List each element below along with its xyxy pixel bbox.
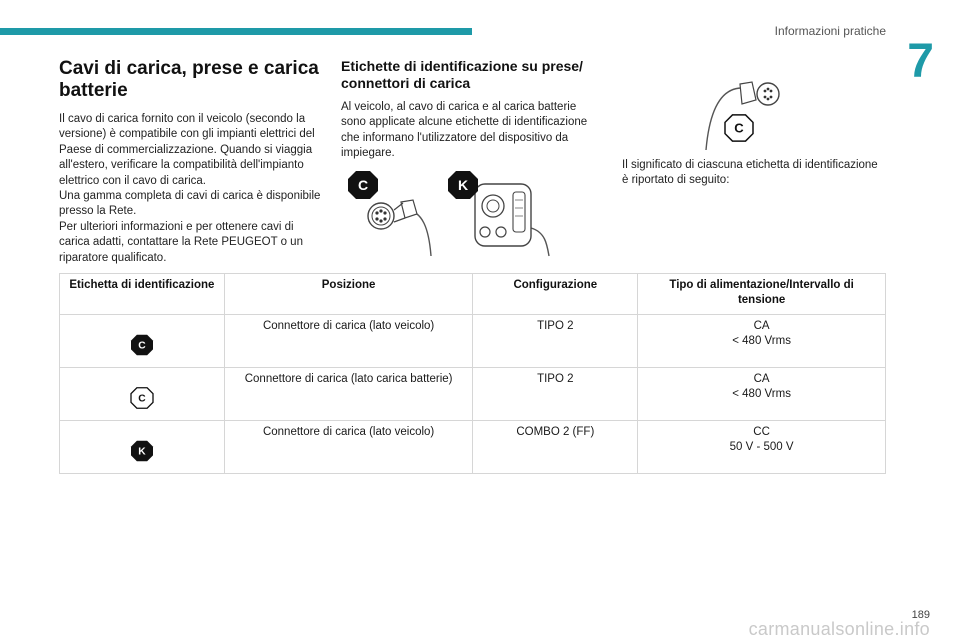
table-row	[60, 368, 886, 421]
supply-cell: CC 50 V - 500 V	[638, 421, 886, 474]
header-configuration: Configurazione	[473, 274, 638, 315]
label-cell	[60, 315, 225, 368]
filled-c-badge-icon	[130, 334, 154, 356]
header-supply: Tipo di alimentazione/Intervallo di tensione	[638, 274, 886, 315]
chapter-number: 7	[907, 35, 934, 88]
header-position: Posizione	[224, 274, 473, 315]
cables-body: Il cavo di carica fornito con il veicolo (secondo la versione) è compatibile con gli impianti elettrici del Paese di commercializzazione. Quando si viaggia all'estero, verificare la compatibilità dell'impianto elettrico con il cavo di carica. Una gamma completa di cavi di carica è disponibile presso la Rete. Per ulteriori informazioni e per ottenere cavi di carica adatti, contattare la Rete PEUGEOT o un riparatore qualificato.	[59, 113, 321, 264]
charger-plug-illustration	[698, 78, 788, 152]
table-header-row	[60, 274, 886, 315]
label-cell	[60, 368, 225, 421]
meaning-body: Il significato di ciascuna etichetta di identificazione è riportato di seguito:	[622, 159, 878, 187]
meaning-section	[622, 158, 884, 189]
chapter-accent-bar	[0, 28, 472, 35]
labels-body: Al veicolo, al cavo di carica e al carica batterie sono applicate alcune etichette di identificazione che informano l'utilizzatore del dispositivo da impiegare.	[341, 101, 588, 160]
type2-plug-illustration	[345, 170, 445, 260]
labels-heading: Etichette di identificazione su prese/ connettori di carica	[341, 58, 583, 91]
position-cell: Connettore di carica (lato veicolo)	[224, 421, 473, 474]
config-cell: TIPO 2	[473, 315, 638, 368]
combo-socket-illustration	[447, 170, 557, 260]
watermark[interactable]: carmanualsonline.info	[748, 619, 930, 639]
filled-c-badge	[347, 170, 379, 200]
octagon-icon	[347, 170, 379, 200]
supply-cell: CA < 480 Vrms	[638, 368, 886, 421]
label-cell	[60, 421, 225, 474]
table-row	[60, 315, 886, 368]
section-title: Informazioni pratiche	[774, 24, 886, 38]
octagon-icon	[447, 170, 479, 200]
supply-cell: CA < 480 Vrms	[638, 315, 886, 368]
filled-k-badge	[447, 170, 479, 200]
row-label: C	[138, 393, 146, 405]
outline-c-badge-label: C	[734, 120, 744, 136]
labels-section	[341, 58, 603, 162]
position-cell: Connettore di carica (lato veicolo)	[224, 315, 473, 368]
outline-c-badge	[724, 114, 754, 142]
table-row	[60, 421, 886, 474]
header-label: Etichetta di identificazione	[60, 274, 225, 315]
page-number: 189	[911, 609, 930, 621]
filled-k-badge-label: K	[457, 177, 469, 193]
cables-section	[59, 58, 321, 266]
row-label: C	[138, 340, 146, 352]
config-cell: COMBO 2 (FF)	[473, 421, 638, 474]
position-cell: Connettore di carica (lato carica batterie)	[224, 368, 473, 421]
cables-heading: Cavi di carica, prese e carica batterie	[59, 58, 319, 101]
filled-c-badge-label: C	[357, 177, 369, 193]
row-label: K	[138, 446, 146, 458]
labels-table	[59, 273, 886, 474]
config-cell: TIPO 2	[473, 368, 638, 421]
octagon-outline-icon	[724, 114, 754, 142]
filled-k-badge-icon	[130, 440, 154, 462]
outline-c-badge-icon	[130, 387, 154, 409]
